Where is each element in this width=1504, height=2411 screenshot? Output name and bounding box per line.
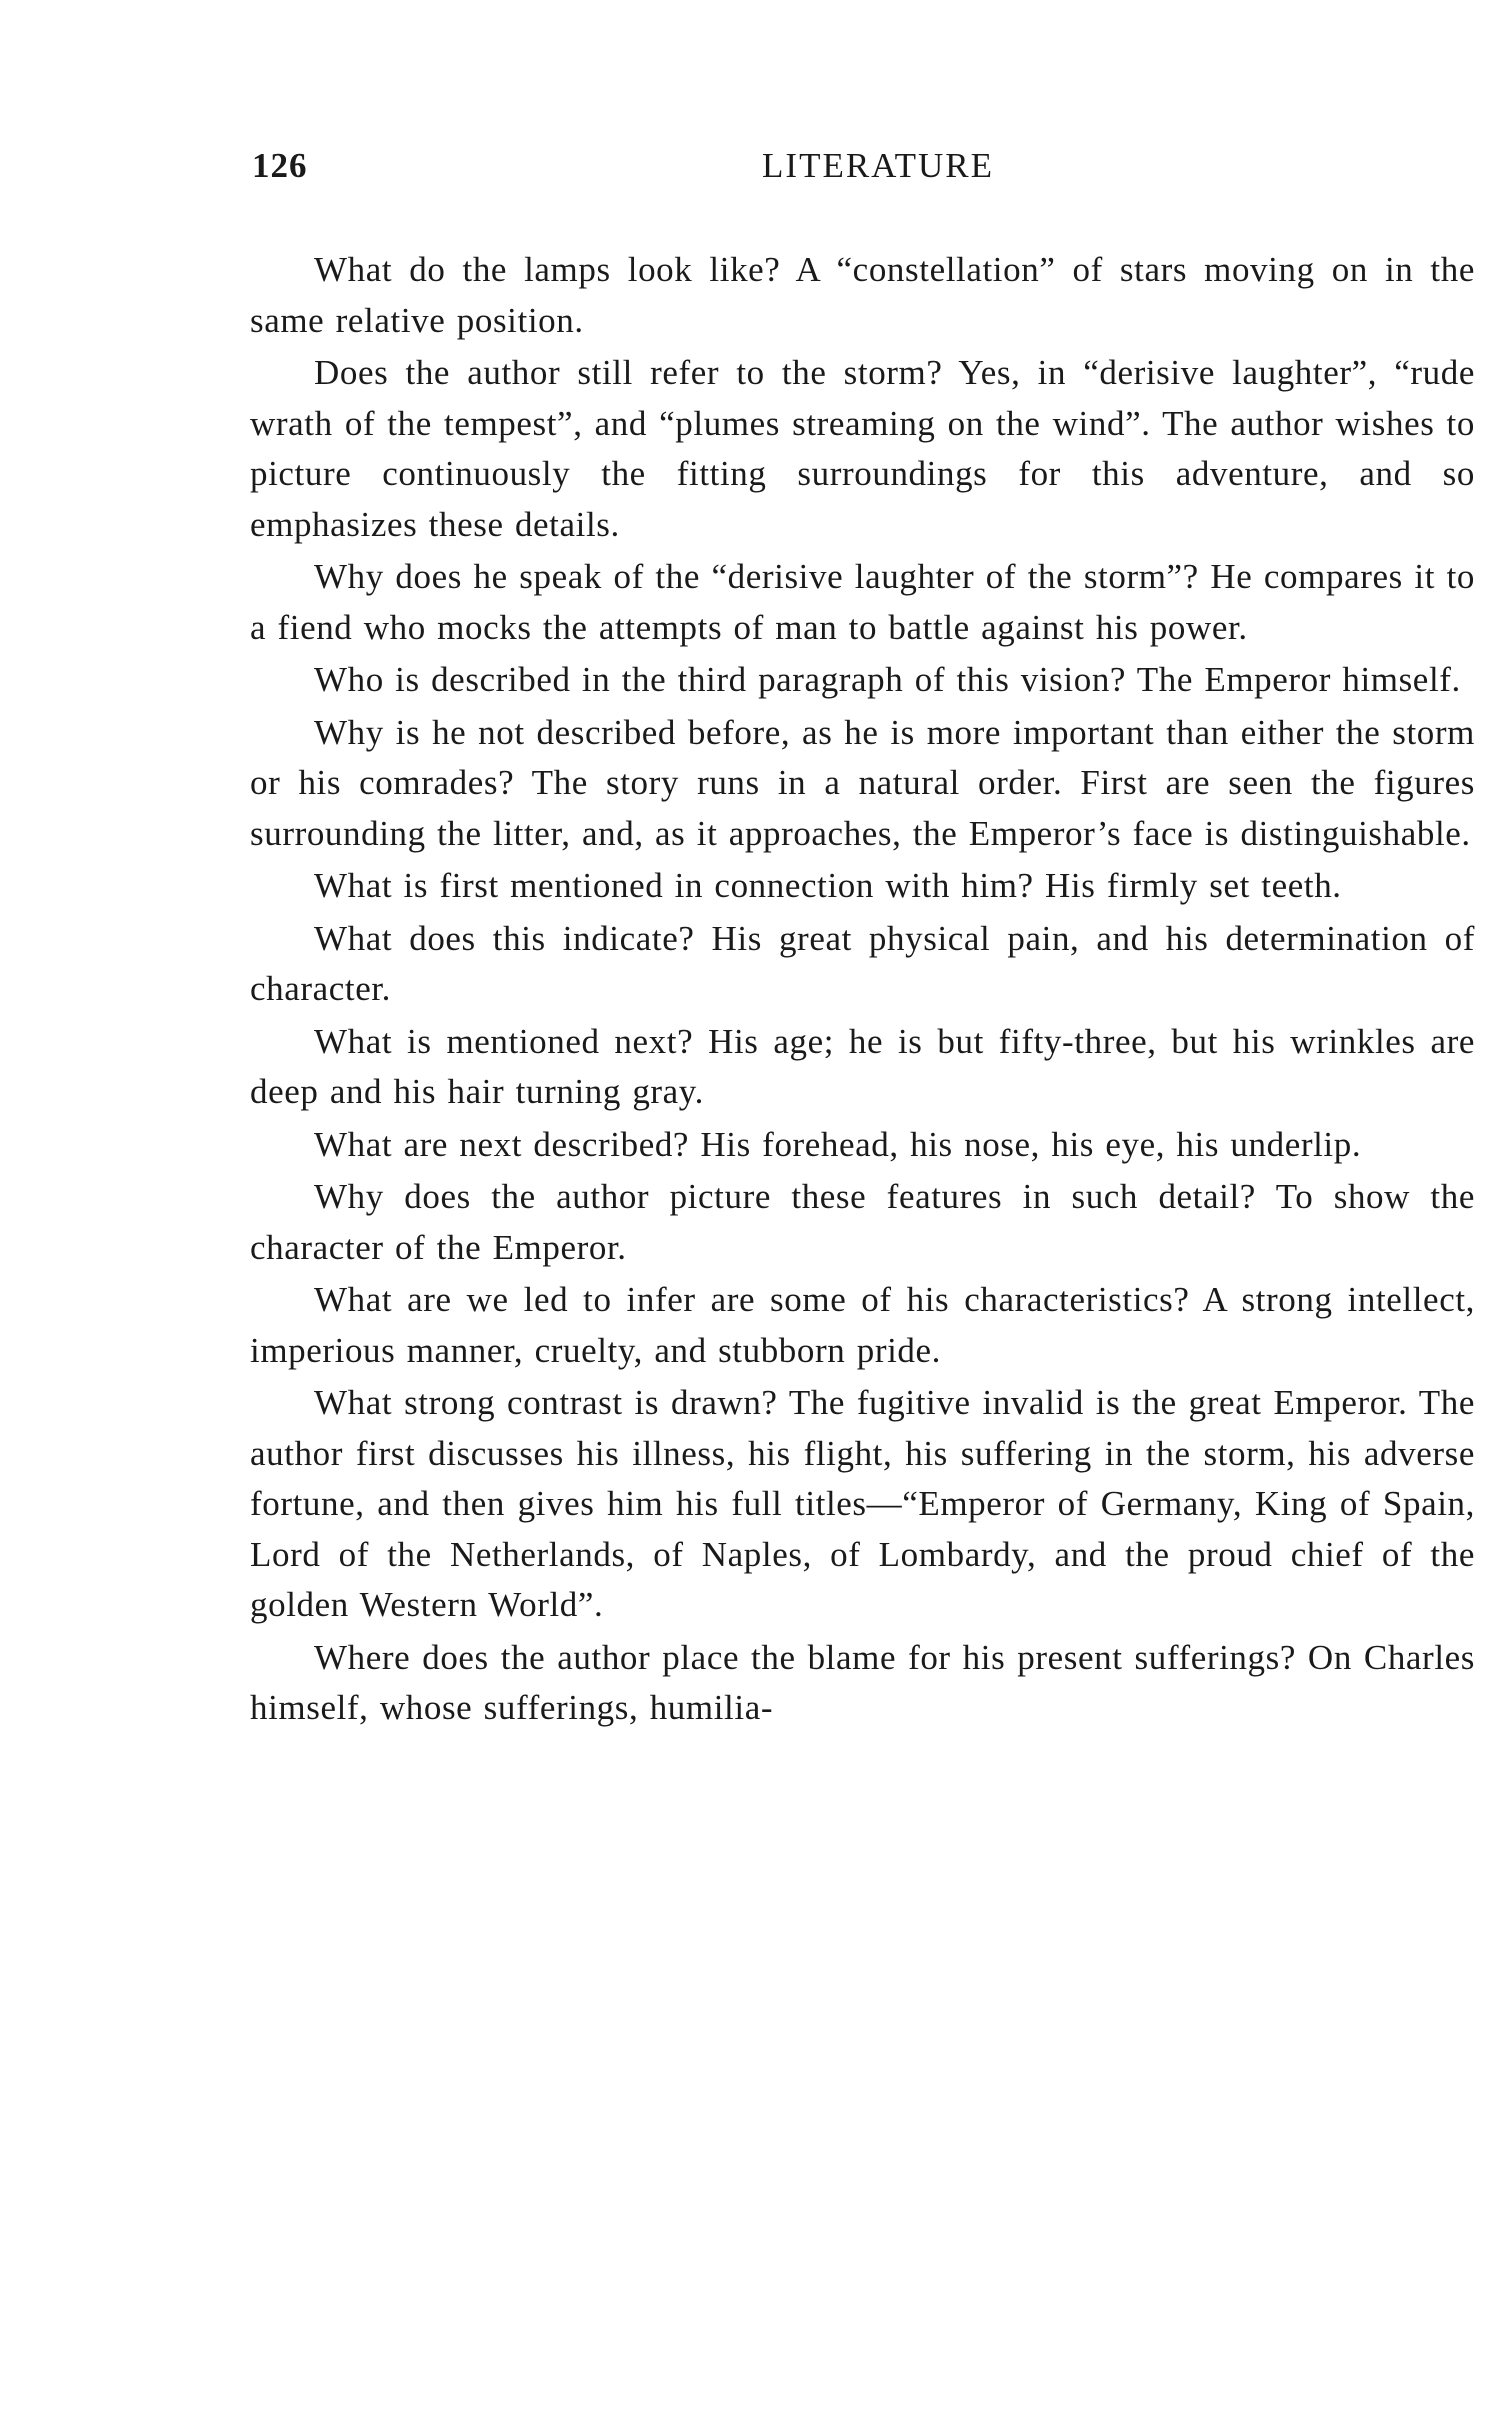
paragraph-lamps: What do the lamps look like? A “constellation” of stars moving on in the same relative position.: [250, 250, 1475, 340]
paragraph-age: What is mentioned next? His age; he is but fifty-three, but his wrinkles are deep and his hair turning gray.: [250, 1021, 1475, 1111]
page-header: [252, 146, 1474, 196]
page-number: 126: [252, 146, 308, 185]
paragraph-firmly-set-teeth: What is first mentioned in connection with him? His firmly set teeth.: [314, 866, 1342, 905]
running-title: LITERATURE: [762, 146, 994, 185]
paragraph-character: Why does the author picture these features in such detail? To show the character of the Emperor.: [250, 1177, 1475, 1267]
paragraph-natural-order: Why is he not described before, as he is more important than either the storm or his comrades? The story runs in a natural order. First are seen the figures surrounding the litter, and, as it approaches, the Emperor’s face is distinguishable.: [250, 712, 1475, 853]
paragraph-derisive-laughter: Why does he speak of the “derisive laughter of the storm”? He compares it to a fiend who mocks the attempts of man to battle against his power.: [250, 557, 1475, 647]
paragraph-physical-pain: What does this indicate? His great physical pain, and his determination of character.: [250, 918, 1475, 1008]
paragraph-blame: Where does the author place the blame for his present sufferings? On Charles himself, whose sufferings, humilia-: [250, 1637, 1475, 1727]
paragraph-features: What are next described? His forehead, his nose, his eye, his underlip.: [314, 1124, 1362, 1164]
paragraph-storm: Does the author still refer to the storm? Yes, in “derisive laughter”, “rude wrath of the tempest”, and “plumes streaming on the wind”. The author wishes to picture continuously the fitting surroundings for this adventure, and so emphasizes these details.: [250, 353, 1475, 544]
paragraph-contrast: What strong contrast is drawn? The fugitive invalid is the great Emperor. The author first discusses his illness, his flight, his suffering in the storm, his adverse fortune, and then gives him his full titles—“Emperor of Germany, King of Spain, Lord of the Netherlands, of Naples, of Lombardy, and the proud chief of the golden Western World”.: [250, 1383, 1475, 1624]
body-text: [250, 245, 1475, 1736]
paragraph-third-paragraph: Who is described in the third paragraph of this vision? The Emperor himself.: [314, 660, 1461, 699]
paragraph-characteristics: What are we led to infer are some of his characteristics? A strong intellect, imperious manner, cruelty, and stubborn pride.: [250, 1280, 1475, 1370]
